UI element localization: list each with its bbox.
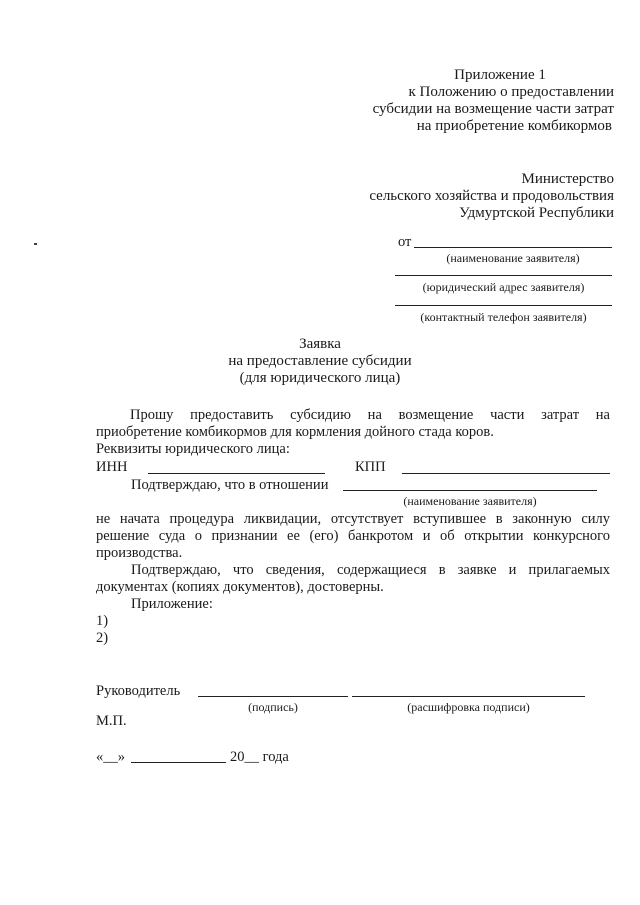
- title-line: Заявка: [299, 336, 341, 352]
- request-paragraph-line: приобретение комбикормов для кормления дойного стада коров.: [96, 424, 494, 440]
- kpp-field[interactable]: [402, 473, 610, 474]
- date-day-field[interactable]: «__»: [96, 749, 125, 765]
- applicant-address-field[interactable]: [395, 275, 612, 276]
- date-year-field[interactable]: 20__ года: [230, 749, 289, 765]
- attachment-item: 1): [96, 613, 109, 629]
- title-line: (для юридического лица): [239, 370, 401, 386]
- caption-applicant-phone: (контактный телефон заявителя): [420, 310, 587, 324]
- accuracy-paragraph-line: Подтверждаю, что сведения, содержащиеся в заявке и прилагаемых: [131, 562, 610, 578]
- stamp-placeholder: М.П.: [96, 713, 127, 729]
- title-line: на предоставление субсидии: [228, 353, 412, 369]
- kpp-label: КПП: [355, 459, 386, 475]
- confirm-paragraph-line: производства.: [96, 545, 183, 561]
- inn-label: ИНН: [96, 459, 128, 475]
- caption-signature: (подпись): [248, 700, 298, 714]
- addressee-line: сельского хозяйства и продовольствия: [369, 188, 614, 204]
- head-label: Руководитель: [96, 683, 181, 699]
- accuracy-paragraph-line: документах (копиях документов), достоверны.: [96, 579, 384, 595]
- request-paragraph-line: Прошу предоставить субсидию на возмещение части затрат на: [130, 407, 610, 423]
- applicant-name-inline-field[interactable]: [343, 490, 597, 491]
- date-month-field[interactable]: [131, 762, 226, 763]
- applicant-phone-field[interactable]: [395, 305, 612, 306]
- requisites-label: Реквизиты юридического лица:: [96, 441, 290, 457]
- from-label: от: [398, 234, 412, 250]
- caption-applicant-inline: (наименование заявителя): [403, 494, 537, 508]
- signature-decoding-field[interactable]: [352, 696, 585, 697]
- confirm-intro: Подтверждаю, что в отношении: [131, 477, 329, 493]
- caption-applicant-name: (наименование заявителя): [446, 251, 580, 265]
- appendix-line: на приобретение комбикормов: [416, 118, 612, 134]
- caption-signature-decoding: (расшифровка подписи): [407, 700, 530, 714]
- signature-field[interactable]: [198, 696, 348, 697]
- inn-field[interactable]: [148, 473, 325, 474]
- confirm-paragraph-line: не начата процедура ликвидации, отсутствует вступившее в законную силу: [96, 511, 610, 527]
- attachment-item: 2): [96, 630, 109, 646]
- scan-mark: [34, 243, 37, 245]
- appendix-line: субсидии на возмещение части затрат: [372, 101, 614, 117]
- addressee-line: Министерство: [521, 171, 614, 187]
- attachment-label: Приложение:: [131, 596, 213, 612]
- appendix-line: к Положению о предоставлении: [408, 84, 614, 100]
- confirm-paragraph-line: решение суда о признании ее (его) банкротом и об открытии конкурсного: [96, 528, 610, 544]
- applicant-name-field[interactable]: [414, 247, 612, 248]
- caption-applicant-address: (юридический адрес заявителя): [422, 280, 585, 294]
- addressee-line: Удмуртской Республики: [459, 205, 614, 221]
- appendix-number: Приложение 1: [454, 67, 546, 83]
